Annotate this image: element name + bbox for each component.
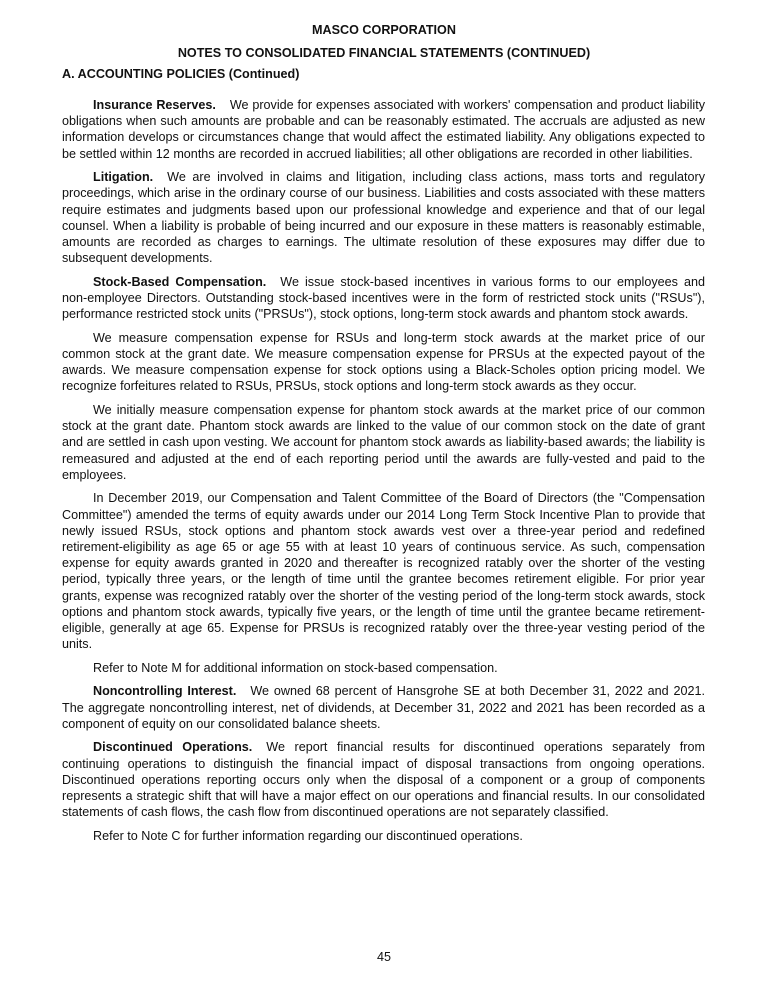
paragraph — [62, 274, 705, 323]
paragraph — [62, 490, 705, 652]
paragraph — [62, 828, 705, 844]
paragraph — [62, 330, 705, 395]
paragraph-text: We provide for expenses associated with workers' compensation and product liability obligations when such amounts are probable and can be reasonably estimated. The accruals are adjusted as new information develops or circumstances change that would affect the estimated liability. Any obligations expected to be settled within 12 months are recorded in accrued liabilities; all other obligations are recorded in other liabilities. — [62, 98, 705, 161]
paragraph-text: We are involved in claims and litigation, including class actions, mass torts and regulatory proceedings, which arise in the ordinary course of our business. Liabilities and costs associated with these matters require estimates and judgments based upon our professional knowledge and experience and that of our legal counsel. When a liability is probable of being incurred and our exposure in these matters is reasonably estimable, amounts are recorded as charges to earnings. The ultimate resolution of these exposures may differ due to subsequent developments. — [62, 170, 705, 266]
paragraph — [62, 683, 705, 732]
paragraph — [62, 169, 705, 266]
paragraph-heading: Stock-Based Compensation. — [93, 274, 267, 289]
document-subtitle: NOTES TO CONSOLIDATED FINANCIAL STATEMENTS (CONTINUED) — [177, 46, 591, 60]
paragraph — [62, 739, 705, 820]
paragraph-text: We issue stock-based incentives in various forms to our employees and non-employee Directors. Outstanding stock-based incentives were in the form of restricted stock units ("RSUs"), performance restricted stock units ("PRSUs"), stock options, long-term stock awards and phantom stock awards. — [62, 274, 705, 322]
document-body — [62, 97, 705, 851]
paragraph-text: Refer to Note C for further information regarding our discontinued operations. — [93, 828, 523, 843]
paragraph-text: We owned 68 percent of Hansgrohe SE at both December 31, 2022 and 2021. The aggregate noncontrolling interest, net of dividends, at December 31, 2022 and 2021 has been recorded as a component of equity on our consolidated balance sheets. — [62, 684, 706, 731]
paragraph-text: We report financial results for discontinued operations separately from continuing operations to distinguish the financial impact of disposal transactions from ongoing operations. Discontinued operations reporting occurs only when the disposal of a component or a group of components represents a strategic shift that will have a major effect on our operations and financial results. In our consolidated statements of cash flows, the cash flow from discontinued operations are not separately classified. — [62, 740, 705, 820]
paragraph-text: We initially measure compensation expense for phantom stock awards at the market price of our common stock at the grant date. Phantom stock awards are linked to the value of our common stock on the date of grant and are settled in cash upon vesting. We account for phantom stock awards as liability-based awards; the liability is remeasured and adjusted at the end of each reporting period until the awards are fully-vested and paid to the employees. — [62, 403, 705, 482]
paragraph-heading: Insurance Reserves. — [93, 98, 216, 112]
paragraph — [62, 97, 705, 162]
paragraph-text: We measure compensation expense for RSUs and long-term stock awards at the market price of our common stock at the grant date. We measure compensation expense for PRSUs at the expected payout of the awards. We measure compensation expense for stock options using a Black-Scholes option pricing model. We recognize forfeitures related to RSUs, PRSUs, stock options and long-term stock awards as they occur. — [62, 330, 705, 394]
paragraph-text: In December 2019, our Compensation and Talent Committee of the Board of Directors (the "Compensation Committee") amended the terms of equity awards under our 2014 Long Term Stock Incentive Plan to provide that newly issued RSUs, stock options and phantom stock awards vest over a three-year period and redefined retirement-eligibility as age 65 or age 55 with at least 10 years of continuous service. As such, compensation expense for equity awards granted in 2020 and thereafter is recognized ratably over the shorter of the vesting period, typically three years, or the length of time until the grantee becomes retirement eligible. For prior year grants, expense was recognized ratably over the shorter of the vesting period of the long-term stock awards, stock options and phantom stock awards, typically five years, or the length of time until the grantee became retirement-eligible, generally at age 65. Expense for PRSUs is recognized ratably over the three-year vesting period of the units. — [62, 491, 705, 652]
paragraph — [62, 660, 705, 676]
paragraph-text: Refer to Note M for additional information on stock-based compensation. — [93, 660, 498, 675]
paragraph-heading: Noncontrolling Interest. — [93, 684, 237, 699]
page-number: 45 — [376, 950, 391, 964]
paragraph-heading: Discontinued Operations. — [93, 740, 253, 755]
paragraph-heading: Litigation. — [93, 170, 154, 185]
paragraph — [62, 402, 705, 483]
section-heading: A. ACCOUNTING POLICIES (Continued) — [62, 67, 300, 81]
company-name: MASCO CORPORATION — [312, 23, 456, 37]
